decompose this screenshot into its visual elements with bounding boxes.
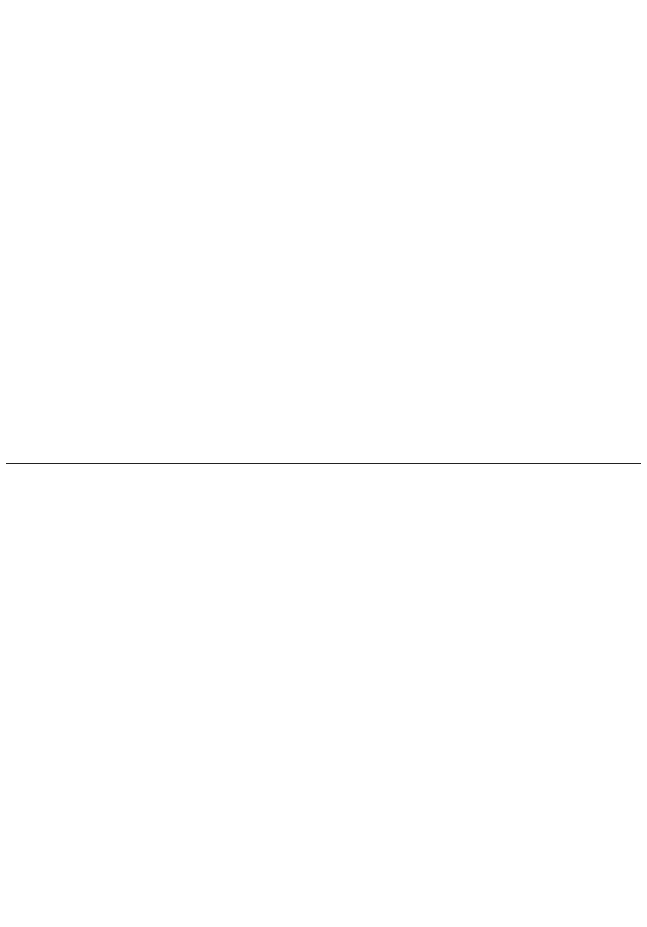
top-text-columns (6, 4, 641, 459)
section-divider (6, 463, 641, 464)
bottom-text-columns (6, 470, 641, 923)
top-section (0, 0, 647, 463)
bottom-section (0, 466, 647, 927)
